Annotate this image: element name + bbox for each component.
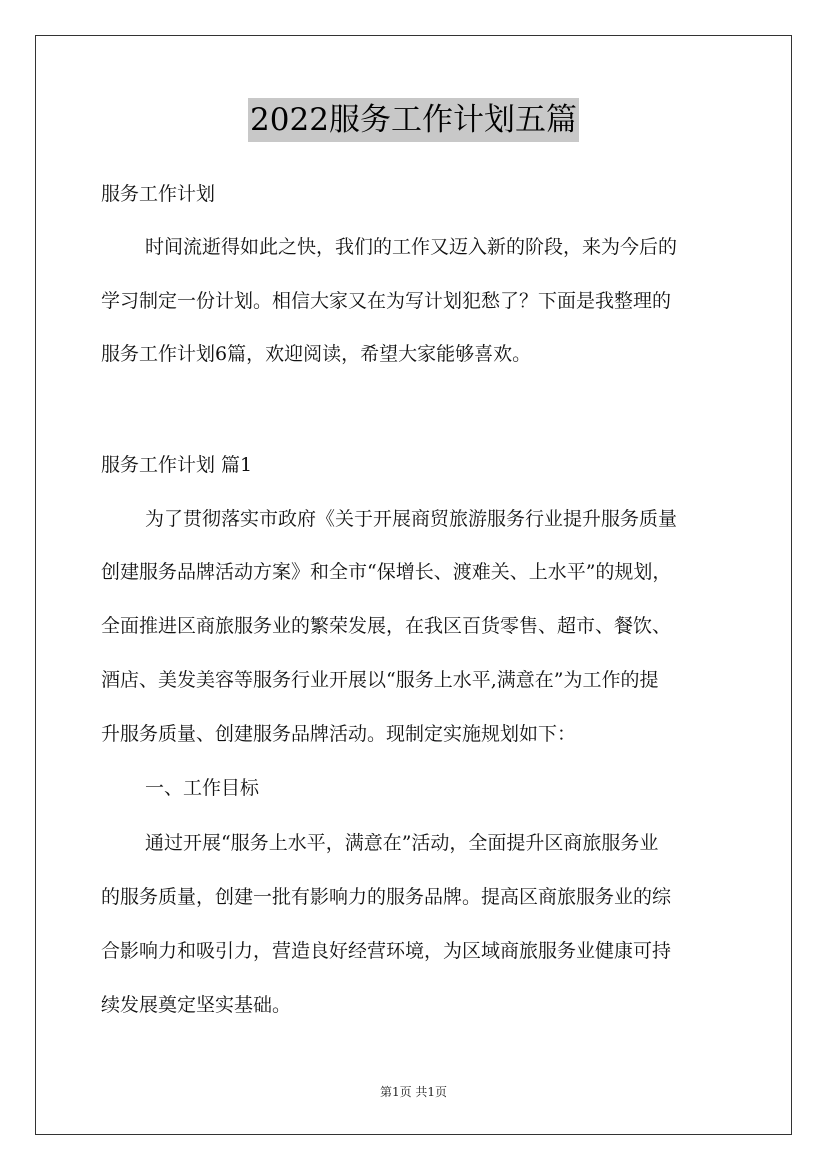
part1-line-3: 全面推进区商旅服务业的繁荣发展，在我区百货零售、超市、餐饮、 [101,615,672,637]
title-container [0,98,827,142]
goal-line-3: 合影响力和吸引力，营造良好经营环境，为区域商旅服务业健康可持 [101,940,672,962]
intro-line-1: 时间流逝得如此之快，我们的工作又迈入新的阶段，来为今后的 [145,236,678,258]
goal-line-4: 续发展奠定坚实基础。 [101,994,292,1016]
part1-line-1: 为了贯彻落实市政府《关于开展商贸旅游服务行业提升服务质量 [145,508,678,530]
goal-heading: 一、工作目标 [145,777,260,799]
page-footer: 第1页 共1页 [379,1085,448,1099]
part1-line-5: 升服务质量、创建服务品牌活动。现制定实施规划如下： [101,723,577,745]
intro-line-2: 学习制定一份计划。相信大家又在为写计划犯愁了？下面是我整理的 [101,290,672,312]
intro-line-3: 服务工作计划6篇，欢迎阅读，希望大家能够喜欢。 [101,343,532,365]
part1-heading: 服务工作计划 篇1 [101,454,253,476]
part1-line-4: 酒店、美发美容等服务行业开展以“服务上水平,满意在”为工作的提 [101,669,659,691]
goal-line-2: 的服务质量，创建一批有影响力的服务品牌。提高区商旅服务业的综 [101,886,672,908]
document-title: 2022服务工作计划五篇 [248,98,579,142]
part1-line-2: 创建服务品牌活动方案》和全市“保增长、渡难关、上水平”的规划， [101,561,672,583]
goal-line-1: 通过开展“服务上水平，满意在”活动，全面提升区商旅服务业 [145,832,659,854]
section-heading: 服务工作计划 [101,183,216,205]
